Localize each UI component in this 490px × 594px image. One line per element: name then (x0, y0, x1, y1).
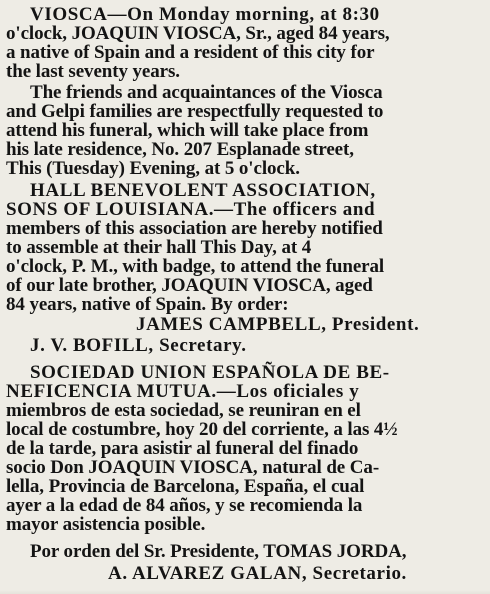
notice-line: a native of Spain and a resident of this city for (6, 42, 375, 63)
notice-line: members of this association are hereby notified (6, 218, 383, 239)
notice-line: ayer a la edad de 84 años, y se recomienda la (6, 495, 363, 516)
notice-line: VIOSCA—On Monday morning, at 8:30 (30, 4, 380, 25)
notice-line: miembros de esta sociedad, se reuniran en el (6, 400, 361, 421)
notice-line: 84 years, native of Spain. By order: (6, 294, 289, 315)
page-edge (0, 590, 490, 594)
notice-line: mayor asistencia posible. (6, 514, 206, 535)
notice-line: This (Tuesday) Evening, at 5 o'clock. (6, 158, 300, 179)
notice-heading: SOCIEDAD UNION ESPAÑOLA DE BE- (30, 362, 390, 383)
notice-line: attend his funeral, which will take place from (6, 120, 369, 141)
notice-line: socio Don JOAQUIN VIOSCA, natural de Ca- (6, 457, 380, 478)
notice-line: of our late brother, JOAQUIN VIOSCA, aged (6, 275, 373, 296)
notice-line: NEFICENCIA MUTUA.—Los oficiales y (6, 381, 360, 402)
notice-line: local de costumbre, hoy 20 del corriente, a las 4½ (6, 419, 398, 440)
notice-line: o'clock, JOAQUIN VIOSCA, Sr., aged 84 years, (6, 23, 390, 44)
notice-line: lella, Provincia de Barcelona, España, el cual (6, 476, 365, 497)
signature-secretary: J. V. BOFILL, Secretary. (30, 335, 247, 356)
signature-secretary: A. ALVAREZ GALAN, Secretario. (108, 563, 407, 584)
notice-line: the last seventy years. (6, 61, 180, 82)
signature-president: Por orden del Sr. Presidente, TOMAS JORDA, (30, 541, 407, 562)
notice-line: o'clock, P. M., with badge, to attend the funeral (6, 256, 385, 277)
notice-line: The friends and acquaintances of the Viosca (30, 82, 383, 103)
notice-line: de la tarde, para asistir al funeral del finado (6, 438, 359, 459)
notice-line: SONS OF LOUISIANA.—The officers and (6, 199, 376, 220)
notice-line: to assemble at their hall This Day, at 4 (6, 237, 312, 258)
notice-line: and Gelpi families are respectfully requested to (6, 101, 384, 122)
notice-heading: HALL BENEVOLENT ASSOCIATION, (30, 180, 376, 201)
notice-line: his late residence, No. 207 Esplanade street, (6, 139, 354, 160)
signature-president: JAMES CAMPBELL, President. (136, 314, 420, 335)
